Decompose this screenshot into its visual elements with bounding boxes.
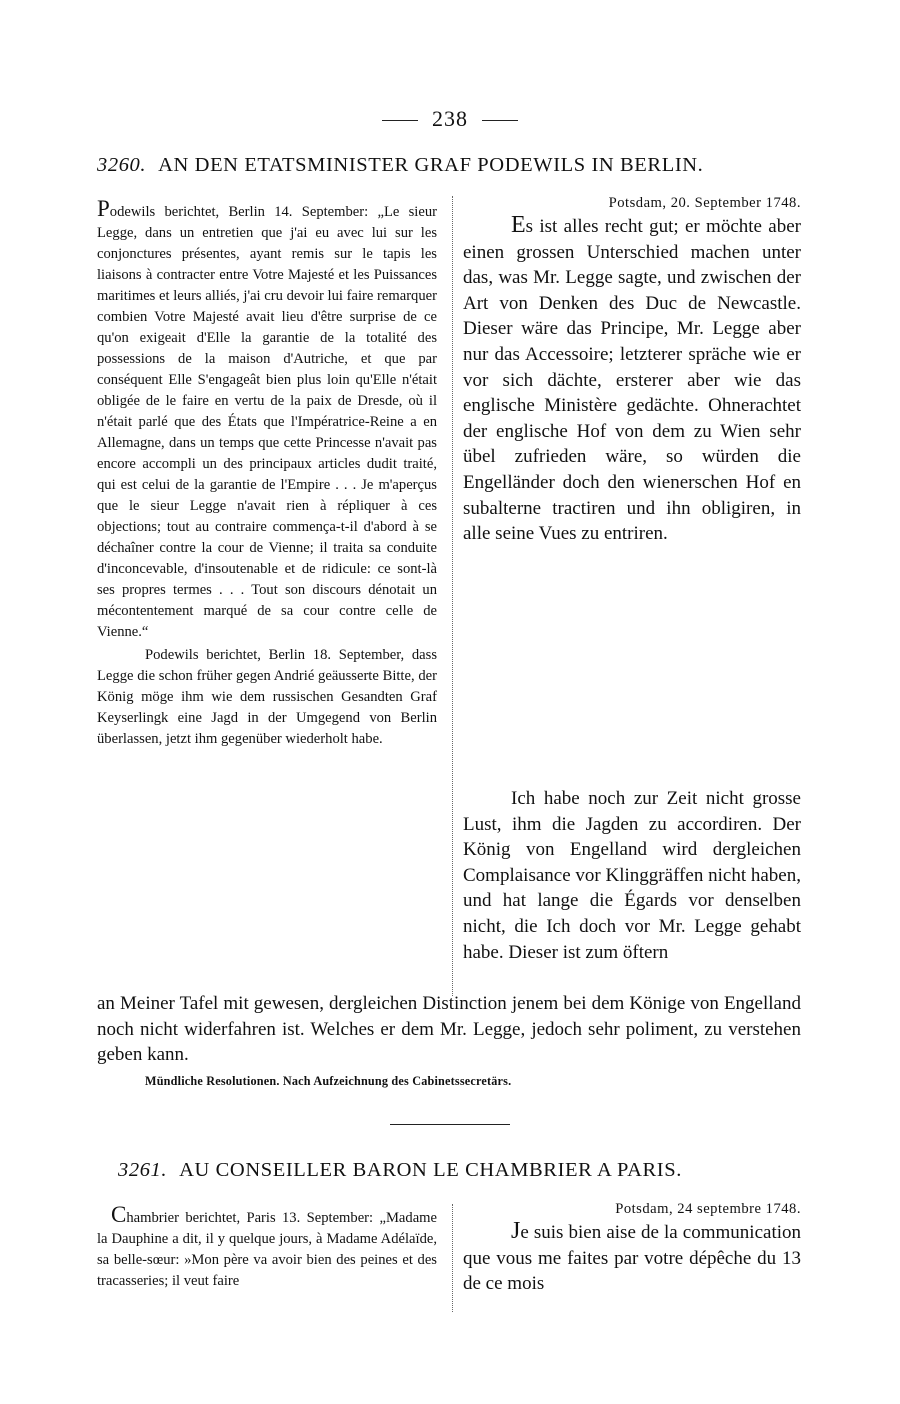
initial-letter: E bbox=[511, 212, 526, 238]
response-column-3260 bbox=[463, 193, 801, 547]
summary-paragraph bbox=[97, 198, 437, 643]
summary-column-3260 bbox=[97, 198, 437, 750]
section-title: AN DEN ETATSMINISTER GRAF PODEWILS IN BERLIN. bbox=[158, 154, 704, 176]
page-number-text: 238 bbox=[432, 106, 468, 131]
column-divider bbox=[452, 196, 453, 996]
response-paragraph bbox=[463, 1219, 801, 1297]
page-number bbox=[0, 106, 900, 132]
response-text: s ist alles recht gut; er möchte aber einen grossen Unterschied machen unter das, was Mr. Legge sagte, und zwischen der Art von Denken des Duc de Newcastle. Dieser wäre das Principe, Mr. Legge aber nur das Accessoire; letzterer spräche wie er vor sich dächte, ersterer aber wie das englische Ministère gedächte. Ohnerachtet der englische Hof von dem zu Wien sehr übel zufrieden wäre, so würden die Engelländer doch den wienerschen Hof en subalterne tractiren und ihn obligiren, in alle seine Vues zu entriren. bbox=[463, 216, 801, 545]
response-column-3260-part2 bbox=[463, 786, 801, 965]
place-date: Potsdam, 20. September 1748. bbox=[608, 195, 801, 211]
summary-paragraph bbox=[97, 1204, 437, 1292]
column-divider bbox=[452, 1204, 453, 1312]
section-heading-3261 bbox=[118, 1159, 828, 1182]
source-note: Mündliche Resolutionen. Nach Aufzeichnung des Cabinetssecretärs. bbox=[145, 1074, 512, 1088]
summary-text: hambrier berichtet, Paris 13. September: „Madame la Dauphine a dit, il y quelque jours, à Madame Adélaïde, sa belle-sœur: »Mon père va avoir bien des peines et des tracasseries; il veut faire bbox=[97, 1210, 437, 1289]
section-heading-3260 bbox=[97, 154, 807, 177]
initial-letter: C bbox=[111, 1202, 127, 1227]
page-number-rule-left bbox=[382, 120, 418, 121]
summary-paragraph: Podewils berichtet, Berlin 18. September, dass Legge die schon früher gegen Andrié geäusserte Bitte, der König möge ihm wie dem russischen Gesandten Graf Keyserlingk eine Jagd in der Umgegend von Berlin überlassen, jetzt ihm gegenüber wiederholt habe. bbox=[97, 647, 437, 747]
initial-letter: P bbox=[97, 196, 110, 221]
response-paragraph: Ich habe noch zur Zeit nicht grosse Lust, ihm die Jagden zu accordiren. Der König von Engelland wird dergleichen Complaisance vor Klinggräffen nicht haben, und hat lange die Égards vor denselben nicht, die Ich doch vor Mr. Legge gehabt habe. Dieser ist zum öftern bbox=[463, 788, 801, 963]
page-number-rule-right bbox=[482, 120, 518, 121]
response-continuation: an Meiner Tafel mit gewesen, dergleichen Distinction jenem bei dem Könige von Engelland noch nicht widerfahren ist. Welches er dem Mr. Legge, jedoch sehr poliment, zu verstehen geben kann. bbox=[97, 993, 801, 1066]
summary-text: odewils berichtet, Berlin 14. September: „Le sieur Legge, dans un entretien que j'ai eu avec lui sur les conjonctures présentes, ayant remis sur le tapis les liaisons à contracter entre Votre Majesté et les Puissances maritimes et leurs alliés, j'ai cru devoir lui faire remarquer combien Votre Majesté avait lieu d'être surprise de ce qu'on exigeait d'Elle la garantie de la totalité des possessions de la maison d'Autriche, et que par conséquent Elle S'engageât bien plus loin qu'Elle n'était obligée de le faire en vertu de la paix de Dresde, où il n'était parlé que des États que l'Impératrice-Reine a en Allemagne, dans un temps que cette Princesse n'avait pas encore accompli un des principaux articles dudit traité, qui est celui de la garantie de l'Empire . . . Je m'aperçus que le sieur Legge n'avait rien à répliquer à ces objections; tout au contraire commença-t-il d'abord à se déchaîner contre la cour de Vienne; il traita sa conduite d'inconcevable, d'insoutenable et de ridicule: ce sont-là ses propres termes . . . Tout son discours dénotait un mécontentement marqué de sa cour contre celle de Vienne.“ bbox=[97, 204, 437, 640]
section-title: AU CONSEILLER BARON LE CHAMBRIER A PARIS. bbox=[179, 1159, 682, 1181]
section-number: 3260. bbox=[97, 154, 147, 176]
section-separator bbox=[390, 1124, 510, 1125]
response-text: e suis bien aise de la communication que vous me faites par votre dépêche du 13 de ce mois bbox=[463, 1222, 801, 1295]
place-date: Potsdam, 24 septembre 1748. bbox=[615, 1201, 801, 1217]
initial-letter: J bbox=[511, 1218, 521, 1244]
response-paragraph bbox=[463, 213, 801, 547]
summary-column-3261 bbox=[97, 1204, 437, 1292]
response-column-3261 bbox=[463, 1199, 801, 1297]
section-number: 3261. bbox=[118, 1159, 168, 1181]
